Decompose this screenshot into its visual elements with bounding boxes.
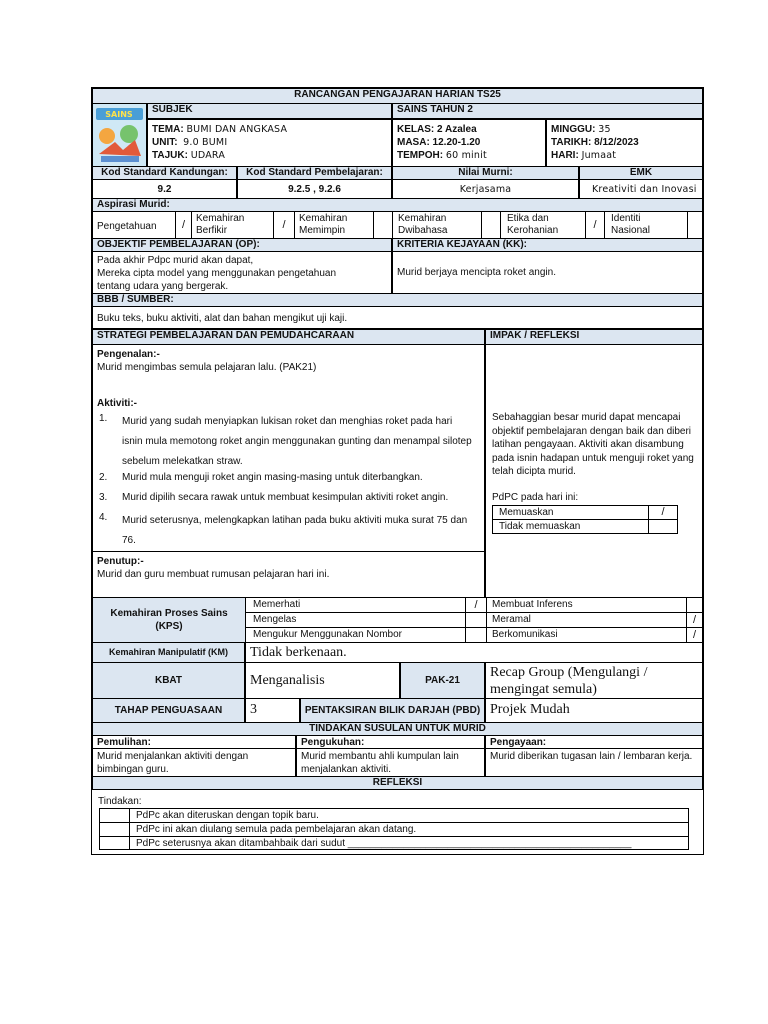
pak-label: PAK-21	[400, 662, 485, 699]
strategi-cell	[92, 344, 485, 598]
impak-text: Sebahaggian besar murid dapat mencapai objektif pembelajaran dengan baik dan diberi latihan pengayaan. Aktiviti akan disambung pada isnin hadapan untuk menguji roket yang telah dicipta murid.	[492, 412, 694, 477]
subjek-label: SUBJEK	[147, 103, 392, 119]
kk-value: Murid berjaya mencipta roket angin.	[392, 251, 703, 294]
pengayaan-value: Murid diberikan tugasan lain / lembaran kerja.	[485, 748, 703, 777]
strategi-label: STRATEGI PEMBELAJARAN DAN PEMUDAHCARAAN	[92, 329, 485, 345]
tarikh: TARIKH: 8/12/2023	[551, 137, 639, 148]
bbb-label: BBB / SUMBER:	[92, 293, 703, 307]
minggu-label: MINGGU:	[551, 124, 596, 135]
minggu-value: 35	[598, 124, 611, 135]
refleksi-item: PdPc akan diteruskan dengan topik baru.	[136, 810, 319, 821]
lesson-plan-form	[91, 87, 704, 855]
aktiviti-number: 2.	[99, 472, 108, 483]
hari-value: Jumaat	[581, 150, 617, 161]
kps-item: Membuat Inferens	[492, 599, 573, 610]
km-label: Kemahiran Manipulatif (KM)	[92, 642, 245, 663]
aspirasi-item-label: Etika dan Kerohanian	[507, 213, 559, 236]
pemulihan-label: Pemulihan:	[92, 735, 296, 749]
divider	[93, 551, 484, 552]
objektif-label: OBJEKTIF PEMBELAJARAN (OP):	[92, 238, 392, 252]
sains-logo-image	[93, 104, 146, 166]
aspirasi-mark[interactable]	[373, 212, 393, 238]
aspirasi-mark[interactable]: /	[585, 212, 605, 238]
emk-value: Kreativiti dan Inovasi	[592, 184, 697, 195]
unit-label: UNIT:	[152, 137, 178, 148]
kps-item: Berkomunikasi	[492, 629, 558, 640]
aspirasi-item-label: Identiti Nasional	[611, 213, 650, 236]
impak-label: IMPAK / REFLEKSI	[485, 329, 703, 345]
nilai-value-cell	[392, 179, 579, 199]
nilai-value: Kerjasama	[459, 184, 512, 195]
tidak-memuaskan-mark[interactable]	[648, 520, 677, 533]
emk-value-cell	[579, 179, 703, 199]
aktiviti-number: 3.	[99, 492, 108, 503]
aktiviti-label: Aktiviti:-	[97, 398, 137, 409]
refleksi-label: REFLEKSI	[92, 776, 703, 790]
aspirasi-item-label: Pengetahuan	[97, 221, 157, 232]
penutup-value: Murid dan guru membuat rumusan pelajaran hari ini.	[97, 569, 330, 580]
subject-logo	[92, 103, 147, 167]
aspirasi-mark[interactable]	[687, 212, 702, 238]
tahap-label: TAHAP PENGUASAAN	[92, 698, 245, 723]
svg-text:SAINS: SAINS	[105, 110, 133, 119]
refleksi-item: PdPc ini akan diulang semula pada pembelajaran akan datang.	[136, 824, 417, 835]
tema-value: BUMI DAN ANGKASA	[186, 124, 288, 135]
pdpc-label: PdPC pada hari ini:	[492, 492, 579, 503]
ksk-label: Kod Standard Kandungan:	[92, 166, 237, 180]
kps-item: Mengelas	[253, 614, 297, 625]
ksk-value: 9.2	[92, 179, 237, 199]
tindakan-label: Tindakan:	[98, 796, 142, 807]
pbd-label: PENTAKSIRAN BILIK DARJAH (PBD)	[300, 698, 485, 723]
pengukuhan-value: Murid membantu ahli kumpulan lain menjalankan aktiviti.	[296, 748, 485, 777]
susulan-label: TINDAKAN SUSULAN UNTUK MURID	[92, 722, 703, 736]
ksp-label: Kod Standard Pembelajaran:	[237, 166, 392, 180]
page-title: RANCANGAN PENGAJARAN HARIAN TS25	[92, 88, 703, 104]
kelas-masa-cell	[392, 119, 546, 167]
objektif-line: Pada akhir Pdpc murid akan dapat,	[97, 255, 254, 266]
minggu-tarikh-cell	[546, 119, 703, 167]
kelas: KELAS: 2 Azalea	[397, 124, 477, 135]
kps-mark[interactable]: /	[686, 628, 702, 642]
pengenalan-value: Murid mengimbas semula pelajaran lalu. (PAK21)	[97, 362, 317, 373]
objektif-line: Mereka cipta model yang menggunakan pengetahuan	[97, 268, 337, 279]
aktiviti-item: Murid dipilih secara rawak untuk membuat kesimpulan aktiviti roket angin.	[122, 492, 449, 503]
refleksi-item: PdPc seterusnya akan ditambahbaik dari sudut ___________________________________________________	[136, 838, 632, 849]
tempoh-value: 60 minit	[445, 150, 487, 161]
kk-label: KRITERIA KEJAYAAN (KK):	[392, 238, 703, 252]
kps-mark[interactable]: /	[686, 613, 702, 627]
nilai-label: Nilai Murni:	[392, 166, 579, 180]
kps-mark[interactable]	[686, 598, 702, 612]
unit-value: 9.0 BUMI	[183, 137, 228, 148]
kbat-value: Menganalisis	[245, 662, 400, 699]
pbd-value: Projek Mudah	[485, 698, 703, 723]
aktiviti-item: Murid mula menguji roket angin masing-masing untuk diterbangkan.	[122, 472, 423, 483]
masa: MASA: 12.20-1.20	[397, 137, 481, 148]
pemulihan-value: Murid menjalankan aktiviti dengan bimbingan guru.	[92, 748, 296, 777]
tema-label: TEMA:	[152, 124, 184, 135]
kps-block	[92, 597, 703, 643]
penutup-label: Penutup:-	[97, 556, 144, 567]
refleksi-checkbox-column[interactable]	[100, 809, 130, 849]
kps-mark[interactable]	[465, 613, 487, 627]
objektif-cell	[92, 251, 392, 294]
kps-item: Memerhati	[253, 599, 301, 610]
aktiviti-item: Murid seterusnya, melengkapkan latihan pada buku aktiviti muka surat 75 dan 76.	[122, 515, 468, 546]
aspirasi-item-label: Kemahiran Memimpin	[299, 213, 348, 236]
aspirasi-item-label: Kemahiran Dwibahasa	[398, 213, 448, 236]
tidak-memuaskan-label: Tidak memuaskan	[499, 521, 581, 532]
emk-label: EMK	[579, 166, 703, 180]
aspirasi-mark[interactable]	[481, 212, 501, 238]
memuaskan-label: Memuaskan	[499, 507, 554, 518]
aspirasi-label: Aspirasi Murid:	[92, 198, 703, 212]
aspirasi-mark[interactable]: /	[175, 212, 192, 238]
impak-cell	[485, 344, 703, 598]
bbb-value: Buku teks, buku aktiviti, alat dan bahan mengikut uji kaji.	[92, 306, 703, 329]
ksp-value: 9.2.5 , 9.2.6	[237, 179, 392, 199]
objektif-line: tentang udara yang bergerak.	[97, 281, 229, 292]
kps-item: Mengukur Menggunakan Nombor	[253, 629, 402, 640]
refleksi-table	[99, 808, 689, 850]
pengayaan-label: Pengayaan:	[485, 735, 703, 749]
kps-mark[interactable]: /	[465, 598, 487, 612]
kps-item: Meramal	[492, 614, 531, 625]
kps-mark[interactable]	[465, 628, 487, 642]
kps-label: Kemahiran Proses Sains (KPS)	[93, 598, 246, 642]
tahap-value: 3	[245, 698, 300, 723]
aktiviti-number: 1.	[99, 413, 108, 424]
tajuk-value: UDARA	[190, 150, 226, 161]
aspirasi-item-label: Kemahiran Berfikir	[196, 213, 245, 236]
aktiviti-item: Murid yang sudah menyiapkan lukisan roket dan menghias roket pada hari isnin mula memotong roket angin menggunakan gunting dan menampal silotep sebelum melekatkan straw.	[122, 416, 472, 467]
tajuk-label: TAJUK:	[152, 150, 188, 161]
aspirasi-mark[interactable]: /	[273, 212, 295, 238]
pak-value: Recap Group (Mengulangi / mengingat semula)	[485, 662, 703, 699]
aktiviti-number: 4.	[99, 512, 108, 523]
memuaskan-mark[interactable]: /	[648, 506, 677, 519]
hari-label: HARI:	[551, 150, 579, 161]
pengukuhan-label: Pengukuhan:	[296, 735, 485, 749]
tempoh-label: TEMPOH:	[397, 150, 444, 161]
aspirasi-row	[92, 211, 703, 239]
pengenalan-label: Pengenalan:-	[97, 349, 160, 360]
km-value: Tidak berkenaan.	[245, 642, 703, 663]
tema-unit-tajuk-cell	[147, 119, 392, 167]
kbat-label: KBAT	[92, 662, 245, 699]
subjek-value: SAINS TAHUN 2	[392, 103, 703, 119]
pdpc-table	[492, 505, 678, 534]
